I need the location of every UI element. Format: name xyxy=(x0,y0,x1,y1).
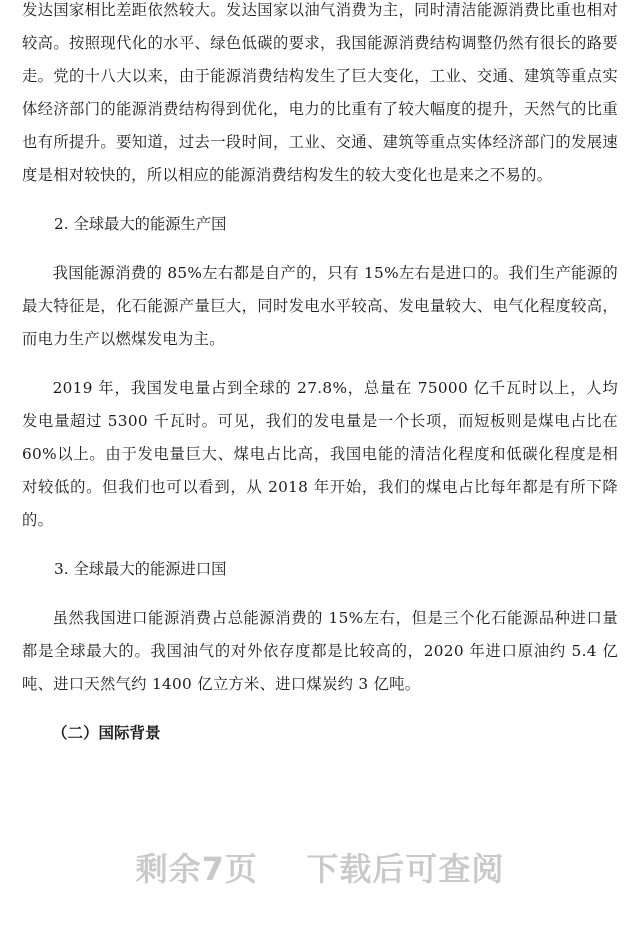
heading-largest-importer: 3. 全球最大的能源进口国 xyxy=(54,560,227,578)
heading-largest-producer: 2. 全球最大的能源生产国 xyxy=(54,215,227,233)
paragraph-self-produced: 我国能源消费的 85%左右都是自产的，只有 15%左右是进口的。我们生产能源的最大特征是，化石能源产量巨大，同时发电水平较高、发电量较大、电气化程度较高，而电力生产以燃煤发电为主。 xyxy=(22,264,618,348)
paragraph-gap xyxy=(0,192,640,208)
paragraph-gap xyxy=(0,356,640,372)
paragraph-gap xyxy=(0,701,640,717)
paragraph-gap xyxy=(0,241,640,257)
section-heading-international: （二）国际背景 xyxy=(52,724,161,742)
paragraph-energy-structure: 发达国家相比差距依然较大。发达国家以油气消费为主，同时清洁能源消费比重也相对较高。按照现代化的水平、绿色低碳的要求，我国能源消费结构调整仍然有很长的路要走。党的十八大以来，由于能源消费结构发生了巨大变化，工业、交通、建筑等重点实体经济部门的能源消费结构得到优化，电力的比重有了较大幅度的提升，天然气的比重也有所提升。要知道，过去一段时间，工业、交通、建筑等重点实体经济部门的发展速度是相对较快的，所以相应的能源消费结构发生的较大变化也是来之不易的。 xyxy=(22,1,618,184)
remaining-pages-watermark[interactable]: 剩余7页 下载后可查阅 xyxy=(135,850,505,888)
paragraph-power-generation: 2019 年，我国发电量占到全球的 27.8%，总量在 75000 亿千瓦时以上，人均发电量超过 5300 千瓦时。可见，我们的发电量是一个长项，而短板则是煤电占比在 60%以上。由于发电量巨大、煤电占比高，我国电能的清洁化程度和低碳化程度是相对较低的。但我们也可以看到，从 2018 年开始，我们的煤电占比每年都是有所下降的。 xyxy=(22,379,618,529)
paragraph-imports: 虽然我国进口能源消费占总能源消费的 15%左右，但是三个化石能源品种进口量都是全球最大的。我国油气的对外依存度都是比较高的，2020 年进口原油约 5.4 亿吨、进口天然气约 1400 亿立方米、进口煤炭约 3 亿吨。 xyxy=(22,609,618,693)
paragraph-gap xyxy=(0,586,640,602)
paragraph-gap xyxy=(0,537,640,553)
